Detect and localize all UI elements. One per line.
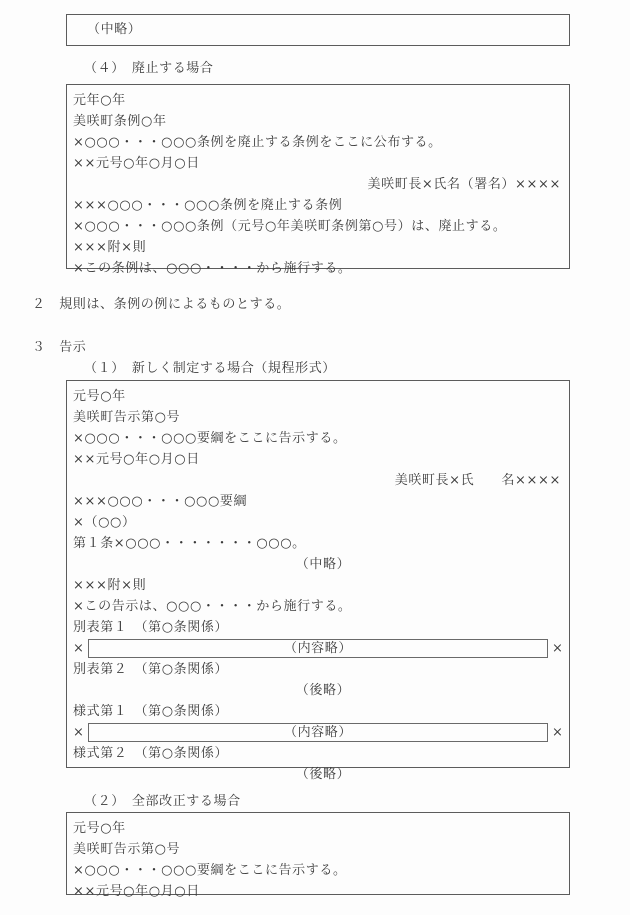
abolish-line-1: 元年○年 [73, 93, 126, 108]
form-1-lead-mark: × [73, 725, 85, 740]
abolish-line-2: 美咲町条例○年 [73, 114, 167, 129]
chuuryaku-box [66, 14, 570, 46]
appendix-table-1-row [73, 638, 563, 659]
form-1-content-box: （内容略） [88, 723, 548, 742]
koji-new-line-2: 美咲町告示第○号 [73, 410, 181, 425]
koji-full-revision-line-2: 美咲町告示第○号 [73, 842, 181, 857]
form-2-label: 様式第２ （第○条関係） [73, 746, 229, 761]
koji-new-subtitle-line: ×（○○） [73, 515, 136, 530]
item-3-paragraph: ３ 告示 [32, 340, 87, 355]
koji-new-signature-line: 美咲町長×氏 名×××× [394, 473, 561, 488]
section-heading-4: （４） 廃止する場合 [84, 61, 214, 76]
form-1-trail-mark: × [552, 725, 564, 740]
koji-new-enforcement-line: ×この告示は、○○○・・・・から施行する。 [73, 599, 352, 614]
abolish-line-3: ×○○○・・・○○○条例を廃止する条例をここに公布する。 [73, 135, 442, 150]
koji-new-line-4: ××元号○年○月○日 [73, 452, 200, 467]
abolish-line-9: ×この条例は、○○○・・・・から施行する。 [73, 261, 352, 276]
appendix-table-2-kouryaku: （後略） [295, 683, 351, 698]
koji-new-line-1: 元号○年 [73, 389, 126, 404]
appendix-table-1-trail-mark: × [552, 641, 564, 656]
abolish-ordinance-box [66, 84, 570, 276]
koji-full-revision-line-3: ×○○○・・・○○○要綱をここに告示する。 [73, 863, 347, 878]
appendix-table-2-label: 別表第２ （第○条関係） [73, 662, 229, 677]
appendix-table-1-content-box: （内容略） [88, 639, 548, 658]
appendix-table-1-label: 別表第１ （第○条関係） [73, 620, 229, 635]
abolish-line-6: ×××○○○・・・○○○条例を廃止する条例 [73, 198, 343, 213]
koji-new-article-1-line: 第１条×○○○・・・・・・・○○○。 [73, 536, 306, 551]
form-1-row [73, 722, 563, 743]
koji-full-revision-line-4: ××元号○年○月○日 [73, 884, 200, 899]
koji-new-line-3: ×○○○・・・○○○要綱をここに告示する。 [73, 431, 347, 446]
chuuryaku-line: （中略） [87, 22, 142, 37]
form-1-label: 様式第１ （第○条関係） [73, 704, 229, 719]
koji-new-enactment-box [66, 380, 570, 782]
koji-full-revision-box [66, 812, 570, 899]
appendix-table-1-lead-mark: × [73, 641, 85, 656]
abolish-line-7: ×○○○・・・○○○条例（元号○年美咲町条例第○号）は、廃止する。 [73, 219, 507, 234]
abolish-line-4: ××元号○年○月○日 [73, 156, 200, 171]
koji-new-supplementary-line: ×××附×則 [73, 578, 147, 593]
form-2-kouryaku: （後略） [295, 767, 351, 782]
koji-new-chuuryaku-line: （中略） [295, 557, 351, 572]
koji-full-revision-line-1: 元号○年 [73, 821, 126, 836]
section-heading-3-1: （１） 新しく制定する場合（規程形式） [84, 361, 336, 376]
abolish-signature-line: 美咲町長×氏名（署名）×××× [367, 177, 561, 192]
section-heading-3-2: （２） 全部改正する場合 [84, 794, 241, 809]
abolish-line-8: ×××附×則 [73, 240, 147, 255]
item-2-paragraph: ２ 規則は、条例の例によるものとする。 [32, 297, 291, 312]
koji-new-title-line: ×××○○○・・・○○○要綱 [73, 494, 248, 509]
